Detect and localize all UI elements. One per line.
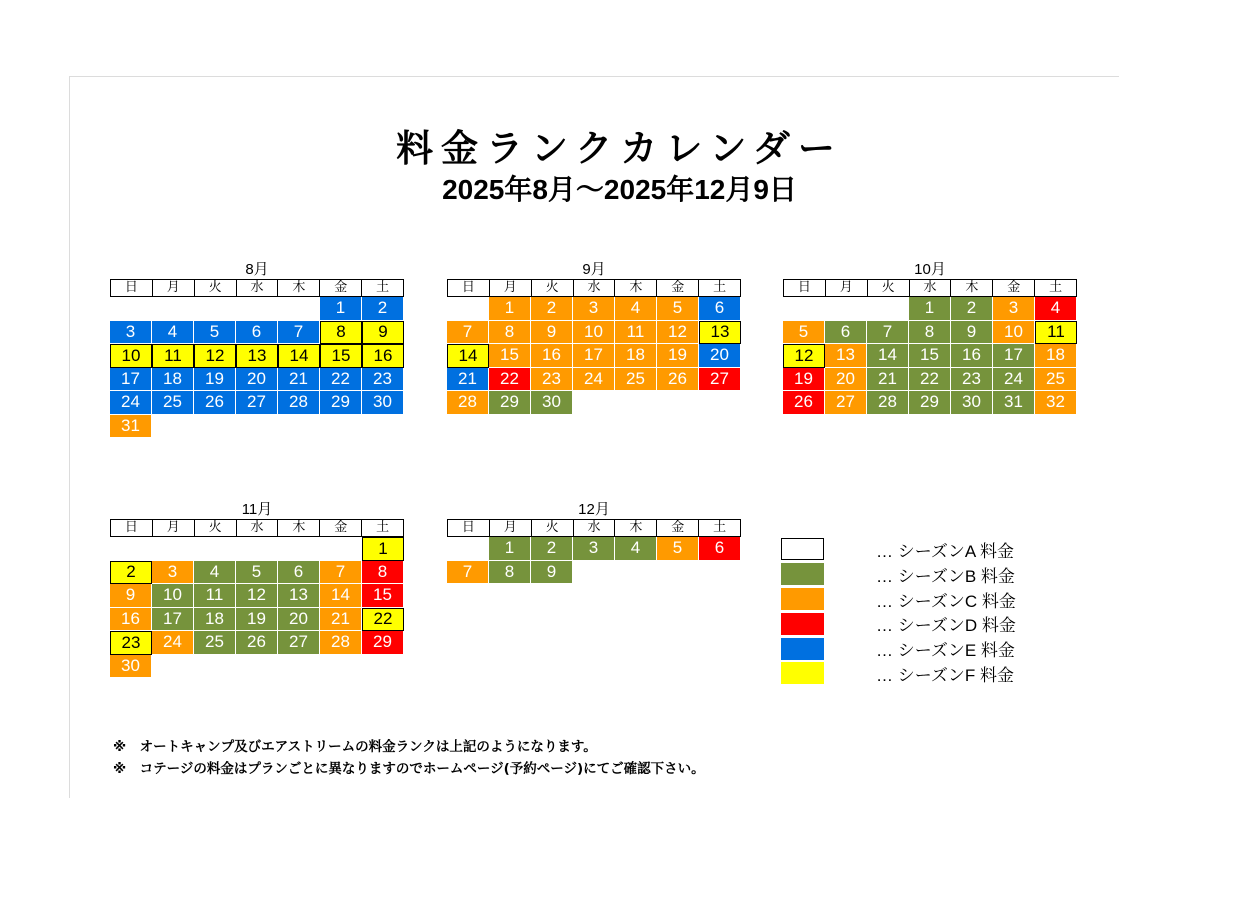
calendar-day: 1 — [362, 537, 404, 561]
calendar-day: 24 — [573, 368, 615, 392]
calendar-day: 9 — [951, 321, 993, 345]
weekday-label: 木 — [277, 279, 320, 297]
legend-swatch — [781, 588, 824, 610]
calendar-day: 9 — [362, 321, 404, 345]
weekday-label: 月 — [152, 279, 195, 297]
weekday-label: 水 — [909, 279, 952, 297]
calendar-day: 3 — [573, 297, 615, 321]
legend-item — [781, 636, 1016, 661]
weekday-label: 火 — [867, 279, 910, 297]
calendar-day: 11 — [615, 321, 657, 345]
weekday-label: 月 — [489, 519, 532, 537]
legend-swatch — [781, 638, 824, 660]
date-range-subtitle: 2025年8月～2025年12月9日 — [442, 174, 797, 205]
calendar-day: 20 — [699, 344, 741, 368]
calendar-day: 1 — [320, 297, 362, 321]
weekday-header — [447, 519, 741, 536]
weekday-label: 月 — [152, 519, 195, 537]
month-calendar-aug — [110, 260, 404, 438]
month-label: 12月 — [578, 501, 610, 518]
calendar-day: 8 — [489, 561, 531, 585]
weekday-label: 金 — [319, 519, 362, 537]
calendar-day: 3 — [993, 297, 1035, 321]
calendar-day: 6 — [236, 321, 278, 345]
calendar-day: 27 — [825, 391, 867, 415]
calendar-day: 8 — [489, 321, 531, 345]
calendar-day: 19 — [657, 344, 699, 368]
calendar-day: 26 — [236, 631, 278, 655]
legend-label: … シーズンA 料金 — [876, 541, 1014, 561]
calendar-day: 8 — [909, 321, 951, 345]
calendar-day: 18 — [1035, 344, 1077, 368]
calendar-day: 16 — [531, 344, 573, 368]
calendar-day: 28 — [278, 391, 320, 415]
weekday-label: 木 — [614, 279, 657, 297]
weekday-label: 日 — [110, 279, 153, 297]
calendar-day: 9 — [110, 584, 152, 608]
weekday-header — [447, 279, 741, 296]
calendar-day: 27 — [699, 368, 741, 392]
calendar-day: 16 — [951, 344, 993, 368]
calendar-day: 18 — [615, 344, 657, 368]
legend-label: … シーズンC 料金 — [876, 591, 1016, 611]
calendar-day: 22 — [489, 368, 531, 392]
weekday-label: 土 — [361, 519, 404, 537]
calendar-day: 26 — [657, 368, 699, 392]
footnote-autocamp: ※ オートキャンプ及びエアストリームの料金ランクは上記のようになります。 — [113, 739, 597, 755]
calendar-day: 4 — [615, 537, 657, 561]
calendar-day: 22 — [320, 368, 362, 392]
calendar-day: 10 — [573, 321, 615, 345]
calendar-day: 15 — [909, 344, 951, 368]
calendar-day: 13 — [825, 344, 867, 368]
calendar-day: 6 — [699, 537, 741, 561]
calendar-day: 4 — [1035, 297, 1077, 321]
calendar-day: 30 — [951, 391, 993, 415]
calendar-day: 31 — [993, 391, 1035, 415]
calendar-day: 12 — [194, 344, 236, 368]
calendar-day: 18 — [194, 608, 236, 632]
weekday-header — [110, 279, 404, 296]
calendar-day: 17 — [993, 344, 1035, 368]
calendar-day: 28 — [447, 391, 489, 415]
calendar-day: 6 — [699, 297, 741, 321]
weekday-label: 水 — [573, 279, 616, 297]
calendar-day: 29 — [320, 391, 362, 415]
calendar-day: 4 — [194, 561, 236, 585]
calendar-day: 9 — [531, 321, 573, 345]
calendar-day: 7 — [447, 321, 489, 345]
calendar-day: 28 — [320, 631, 362, 655]
calendar-day: 13 — [278, 584, 320, 608]
calendar-day: 30 — [362, 391, 404, 415]
calendar-day: 25 — [152, 391, 194, 415]
calendar-day: 20 — [825, 368, 867, 392]
legend-item — [781, 587, 1016, 612]
calendar-day: 4 — [615, 297, 657, 321]
calendar-day: 8 — [320, 321, 362, 345]
legend-item — [781, 661, 1016, 686]
calendar-day: 14 — [447, 344, 489, 368]
calendar-day: 5 — [657, 297, 699, 321]
calendar-day: 10 — [993, 321, 1035, 345]
calendar-day: 25 — [1035, 368, 1077, 392]
calendar-day: 3 — [152, 561, 194, 585]
calendar-day: 15 — [320, 344, 362, 368]
calendar-day: 19 — [194, 368, 236, 392]
calendar-day: 22 — [909, 368, 951, 392]
legend-item — [781, 537, 1016, 562]
weekday-label: 日 — [110, 519, 153, 537]
calendar-day: 15 — [362, 584, 404, 608]
calendar-day: 7 — [278, 321, 320, 345]
calendar-day: 6 — [825, 321, 867, 345]
legend-label: … シーズンF 料金 — [876, 665, 1014, 685]
calendar-day: 11 — [152, 344, 194, 368]
calendar-day: 7 — [867, 321, 909, 345]
calendar-day: 9 — [531, 561, 573, 585]
calendar-day: 5 — [236, 561, 278, 585]
calendar-day: 16 — [110, 608, 152, 632]
weekday-label: 水 — [236, 519, 279, 537]
calendar-day: 29 — [489, 391, 531, 415]
calendar-day: 7 — [320, 561, 362, 585]
weekday-label: 木 — [950, 279, 993, 297]
calendar-day: 27 — [278, 631, 320, 655]
weekday-label: 日 — [783, 279, 826, 297]
weekday-label: 火 — [194, 279, 237, 297]
calendar-day: 22 — [362, 608, 404, 632]
weekday-label: 土 — [361, 279, 404, 297]
weekday-label: 土 — [698, 519, 741, 537]
month-calendar-sep — [447, 260, 741, 415]
day-grid — [110, 297, 404, 438]
calendar-day: 7 — [447, 561, 489, 585]
weekday-label: 金 — [656, 519, 699, 537]
weekday-label: 月 — [825, 279, 868, 297]
weekday-label: 火 — [531, 519, 574, 537]
footnotes — [113, 736, 705, 780]
calendar-day: 11 — [194, 584, 236, 608]
calendar-day: 21 — [447, 368, 489, 392]
calendar-day: 24 — [993, 368, 1035, 392]
weekday-label: 金 — [992, 279, 1035, 297]
calendar-day: 29 — [362, 631, 404, 655]
weekday-header — [783, 279, 1077, 296]
calendar-day: 14 — [320, 584, 362, 608]
calendar-day: 10 — [152, 584, 194, 608]
calendar-day: 23 — [531, 368, 573, 392]
day-grid — [110, 537, 404, 678]
calendar-day: 30 — [531, 391, 573, 415]
calendar-day: 16 — [362, 344, 404, 368]
legend-label: … シーズンD 料金 — [876, 616, 1016, 636]
month-label: 11月 — [241, 501, 273, 518]
footnote-cottage: ※ コテージの料金はプランごとに異なりますのでホームページ(予約ページ)にてご確認下さい。 — [113, 761, 705, 777]
calendar-day: 24 — [152, 631, 194, 655]
weekday-label: 火 — [531, 279, 574, 297]
calendar-day: 23 — [951, 368, 993, 392]
calendar-day: 11 — [1035, 321, 1077, 345]
calendar-day: 5 — [657, 537, 699, 561]
calendar-day: 12 — [657, 321, 699, 345]
weekday-label: 木 — [277, 519, 320, 537]
calendar-day: 17 — [573, 344, 615, 368]
calendar-day: 2 — [531, 537, 573, 561]
weekday-label: 月 — [489, 279, 532, 297]
weekday-label: 金 — [656, 279, 699, 297]
calendar-day: 17 — [152, 608, 194, 632]
calendar-day: 18 — [152, 368, 194, 392]
legend-item — [781, 562, 1016, 587]
month-calendar-oct — [783, 260, 1077, 415]
legend-label: … シーズンE 料金 — [876, 641, 1015, 661]
calendar-day: 1 — [489, 297, 531, 321]
calendar-day: 4 — [152, 321, 194, 345]
month-calendar-nov — [110, 500, 404, 678]
calendar-day: 2 — [531, 297, 573, 321]
month-label: 8月 — [245, 261, 269, 278]
weekday-label: 水 — [236, 279, 279, 297]
calendar-day: 2 — [951, 297, 993, 321]
calendar-day: 25 — [194, 631, 236, 655]
month-label: 10月 — [914, 261, 946, 278]
calendar-day: 19 — [783, 368, 825, 392]
calendar-day: 21 — [867, 368, 909, 392]
calendar-day: 24 — [110, 391, 152, 415]
calendar-day: 26 — [783, 391, 825, 415]
calendar-day: 1 — [909, 297, 951, 321]
calendar-day: 28 — [867, 391, 909, 415]
weekday-label: 日 — [447, 519, 490, 537]
calendar-day: 20 — [236, 368, 278, 392]
page-title: 料金ランクカレンダー — [396, 127, 843, 170]
calendar-day: 13 — [236, 344, 278, 368]
calendar-day: 14 — [278, 344, 320, 368]
calendar-day: 12 — [783, 344, 825, 368]
weekday-label: 金 — [319, 279, 362, 297]
sheet-border-top — [69, 76, 1119, 77]
month-calendar-dec — [447, 500, 741, 584]
day-grid — [447, 537, 741, 584]
calendar-day: 30 — [110, 655, 152, 679]
calendar-day: 19 — [236, 608, 278, 632]
day-grid — [447, 297, 741, 415]
weekday-label: 日 — [447, 279, 490, 297]
calendar-day: 26 — [194, 391, 236, 415]
calendar-day: 17 — [110, 368, 152, 392]
calendar-day: 5 — [194, 321, 236, 345]
calendar-day: 29 — [909, 391, 951, 415]
calendar-day: 3 — [110, 321, 152, 345]
legend-swatch — [781, 613, 824, 635]
calendar-day: 27 — [236, 391, 278, 415]
calendar-day: 15 — [489, 344, 531, 368]
calendar-day: 21 — [320, 608, 362, 632]
month-label: 9月 — [582, 261, 606, 278]
season-legend — [781, 537, 1016, 686]
calendar-day: 6 — [278, 561, 320, 585]
weekday-label: 水 — [573, 519, 616, 537]
calendar-day: 25 — [615, 368, 657, 392]
weekday-label: 土 — [698, 279, 741, 297]
legend-label: … シーズンB 料金 — [876, 566, 1015, 586]
weekday-label: 木 — [614, 519, 657, 537]
weekday-label: 火 — [194, 519, 237, 537]
calendar-day: 2 — [362, 297, 404, 321]
calendar-day: 21 — [278, 368, 320, 392]
day-grid — [783, 297, 1077, 415]
calendar-day: 23 — [110, 631, 152, 655]
calendar-day: 12 — [236, 584, 278, 608]
calendar-day: 2 — [110, 561, 152, 585]
calendar-day: 3 — [573, 537, 615, 561]
weekday-label: 土 — [1034, 279, 1077, 297]
calendar-day: 32 — [1035, 391, 1077, 415]
calendar-day: 10 — [110, 344, 152, 368]
calendar-day: 8 — [362, 561, 404, 585]
calendar-day: 5 — [783, 321, 825, 345]
legend-swatch — [781, 538, 824, 560]
calendar-day: 13 — [699, 321, 741, 345]
calendar-day: 23 — [362, 368, 404, 392]
calendar-day: 20 — [278, 608, 320, 632]
weekday-header — [110, 519, 404, 536]
calendar-day: 31 — [110, 415, 152, 439]
legend-swatch — [781, 662, 824, 684]
legend-item — [781, 611, 1016, 636]
legend-swatch — [781, 563, 824, 585]
calendar-day: 1 — [489, 537, 531, 561]
calendar-day: 14 — [867, 344, 909, 368]
